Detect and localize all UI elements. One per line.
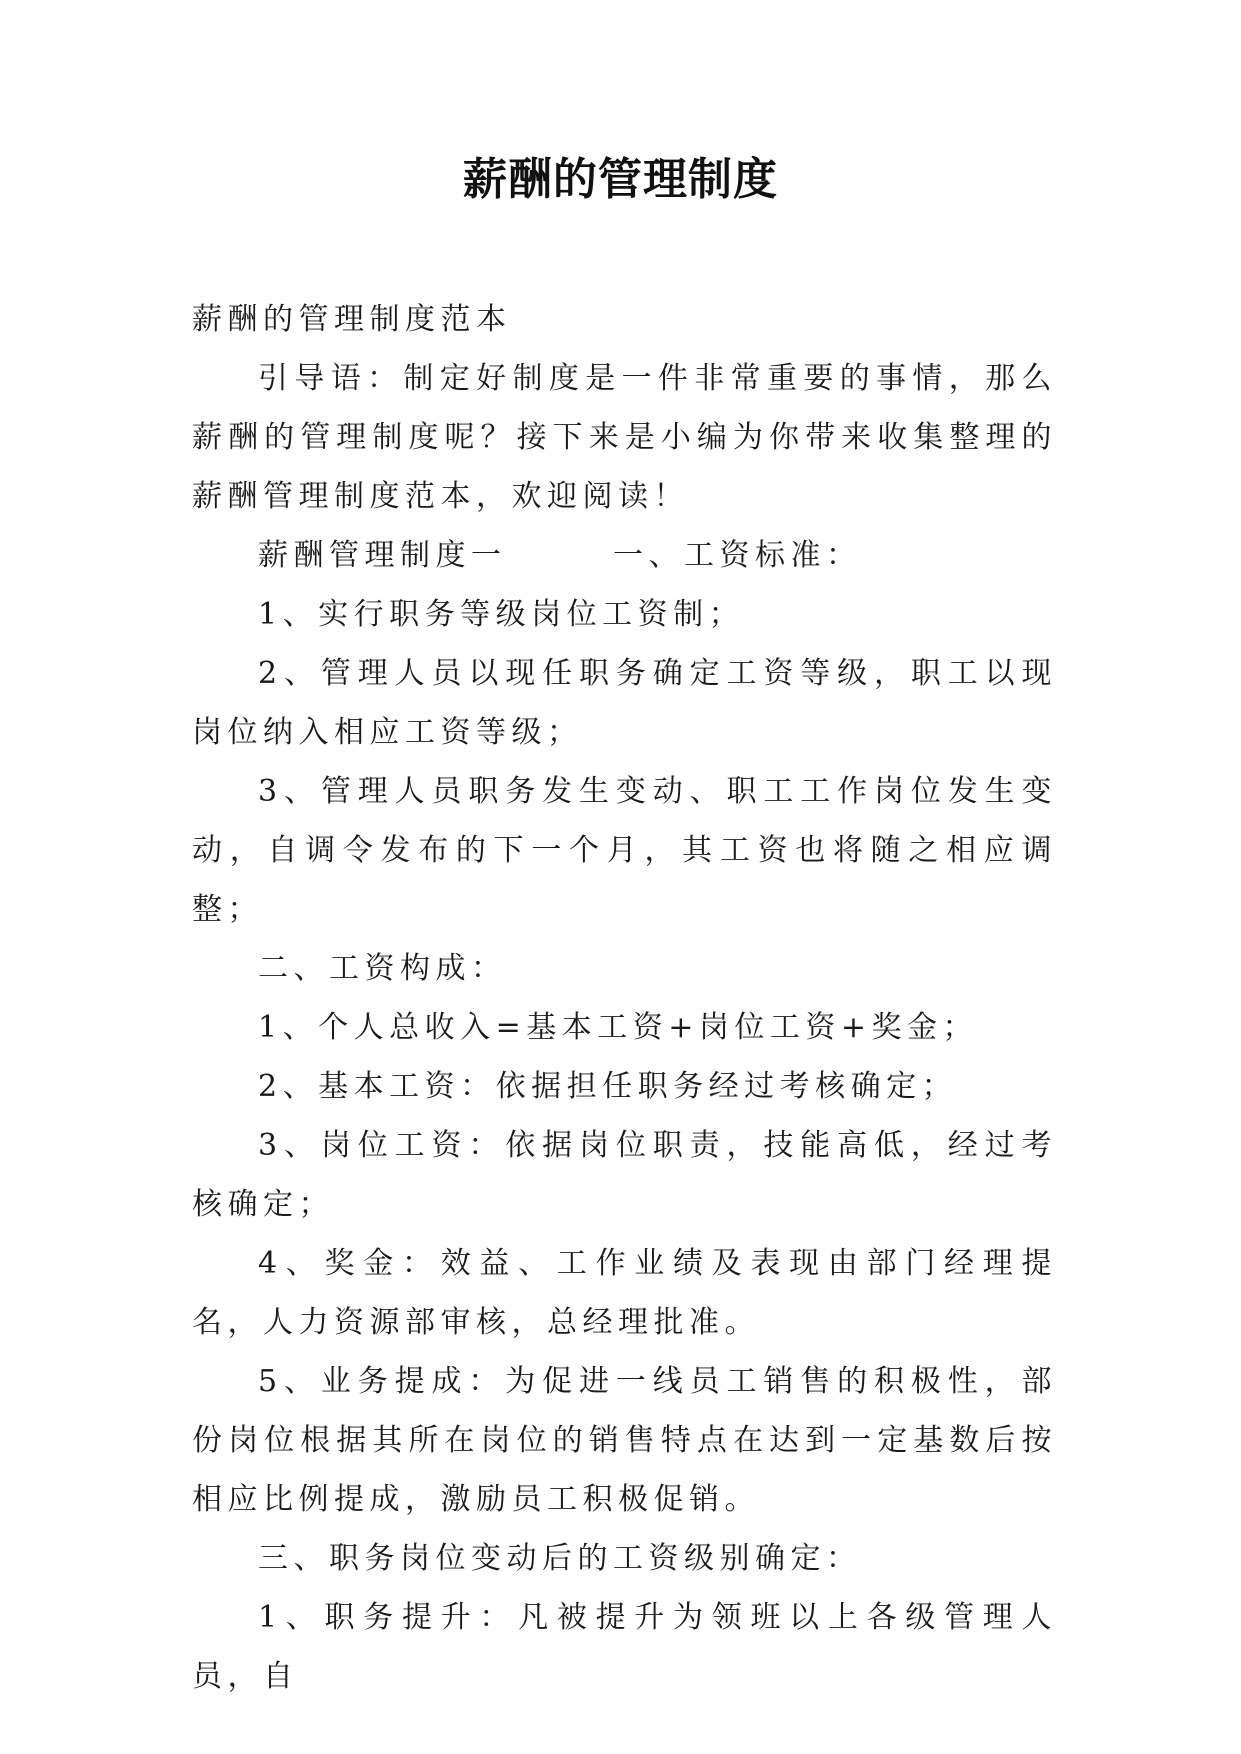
document-title: 薪酬的管理制度 [463, 154, 778, 205]
paragraph-intro: 引导语：制定好制度是一件非常重要的事情，那么薪酬的管理制度呢？接下来是小编为你带来收集整理的薪酬管理制度范本，欢迎阅读！ [192, 361, 1057, 514]
paragraph-item: 1、个人总收入=基本工资+岗位工资+奖金； [258, 1010, 978, 1045]
paragraph-item: 1、职务提升：凡被提升为领班以上各级管理人员，自 [192, 1600, 1057, 1694]
paragraph-item: 5、业务提成：为促进一线员工销售的积极性，部份岗位根据其所在岗位的销售特点在达到一定基数后按相应比例提成，激励员工积极促销。 [192, 1364, 1057, 1517]
paragraph-section-1-heading: 薪酬管理制度一 一、工资标准： [258, 538, 862, 573]
paragraph-item: 3、管理人员职务发生变动、职工工作岗位发生变动，自调令发布的下一个月，其工资也将随之相应调整； [192, 774, 1057, 927]
paragraph-item: 4、奖金：效益、工作业绩及表现由部门经理提名，人力资源部审核，总经理批准。 [192, 1246, 1057, 1340]
paragraph-section-2-heading: 二、工资构成： [258, 951, 507, 986]
paragraph-item: 1、实行职务等级岗位工资制； [258, 597, 745, 632]
paragraph-item: 2、基本工资：依据担任职务经过考核确定； [258, 1069, 958, 1104]
paragraph-item: 2、管理人员以现任职务确定工资等级，职工以现岗位纳入相应工资等级； [192, 656, 1057, 750]
document-body [192, 290, 1057, 1706]
paragraph-item: 3、岗位工资：依据岗位职责，技能高低，经过考核确定； [192, 1128, 1057, 1222]
paragraph-section-3-heading: 三、职务岗位变动后的工资级别确定： [258, 1541, 862, 1576]
paragraph-subtitle: 薪酬的管理制度范本 [192, 302, 512, 337]
